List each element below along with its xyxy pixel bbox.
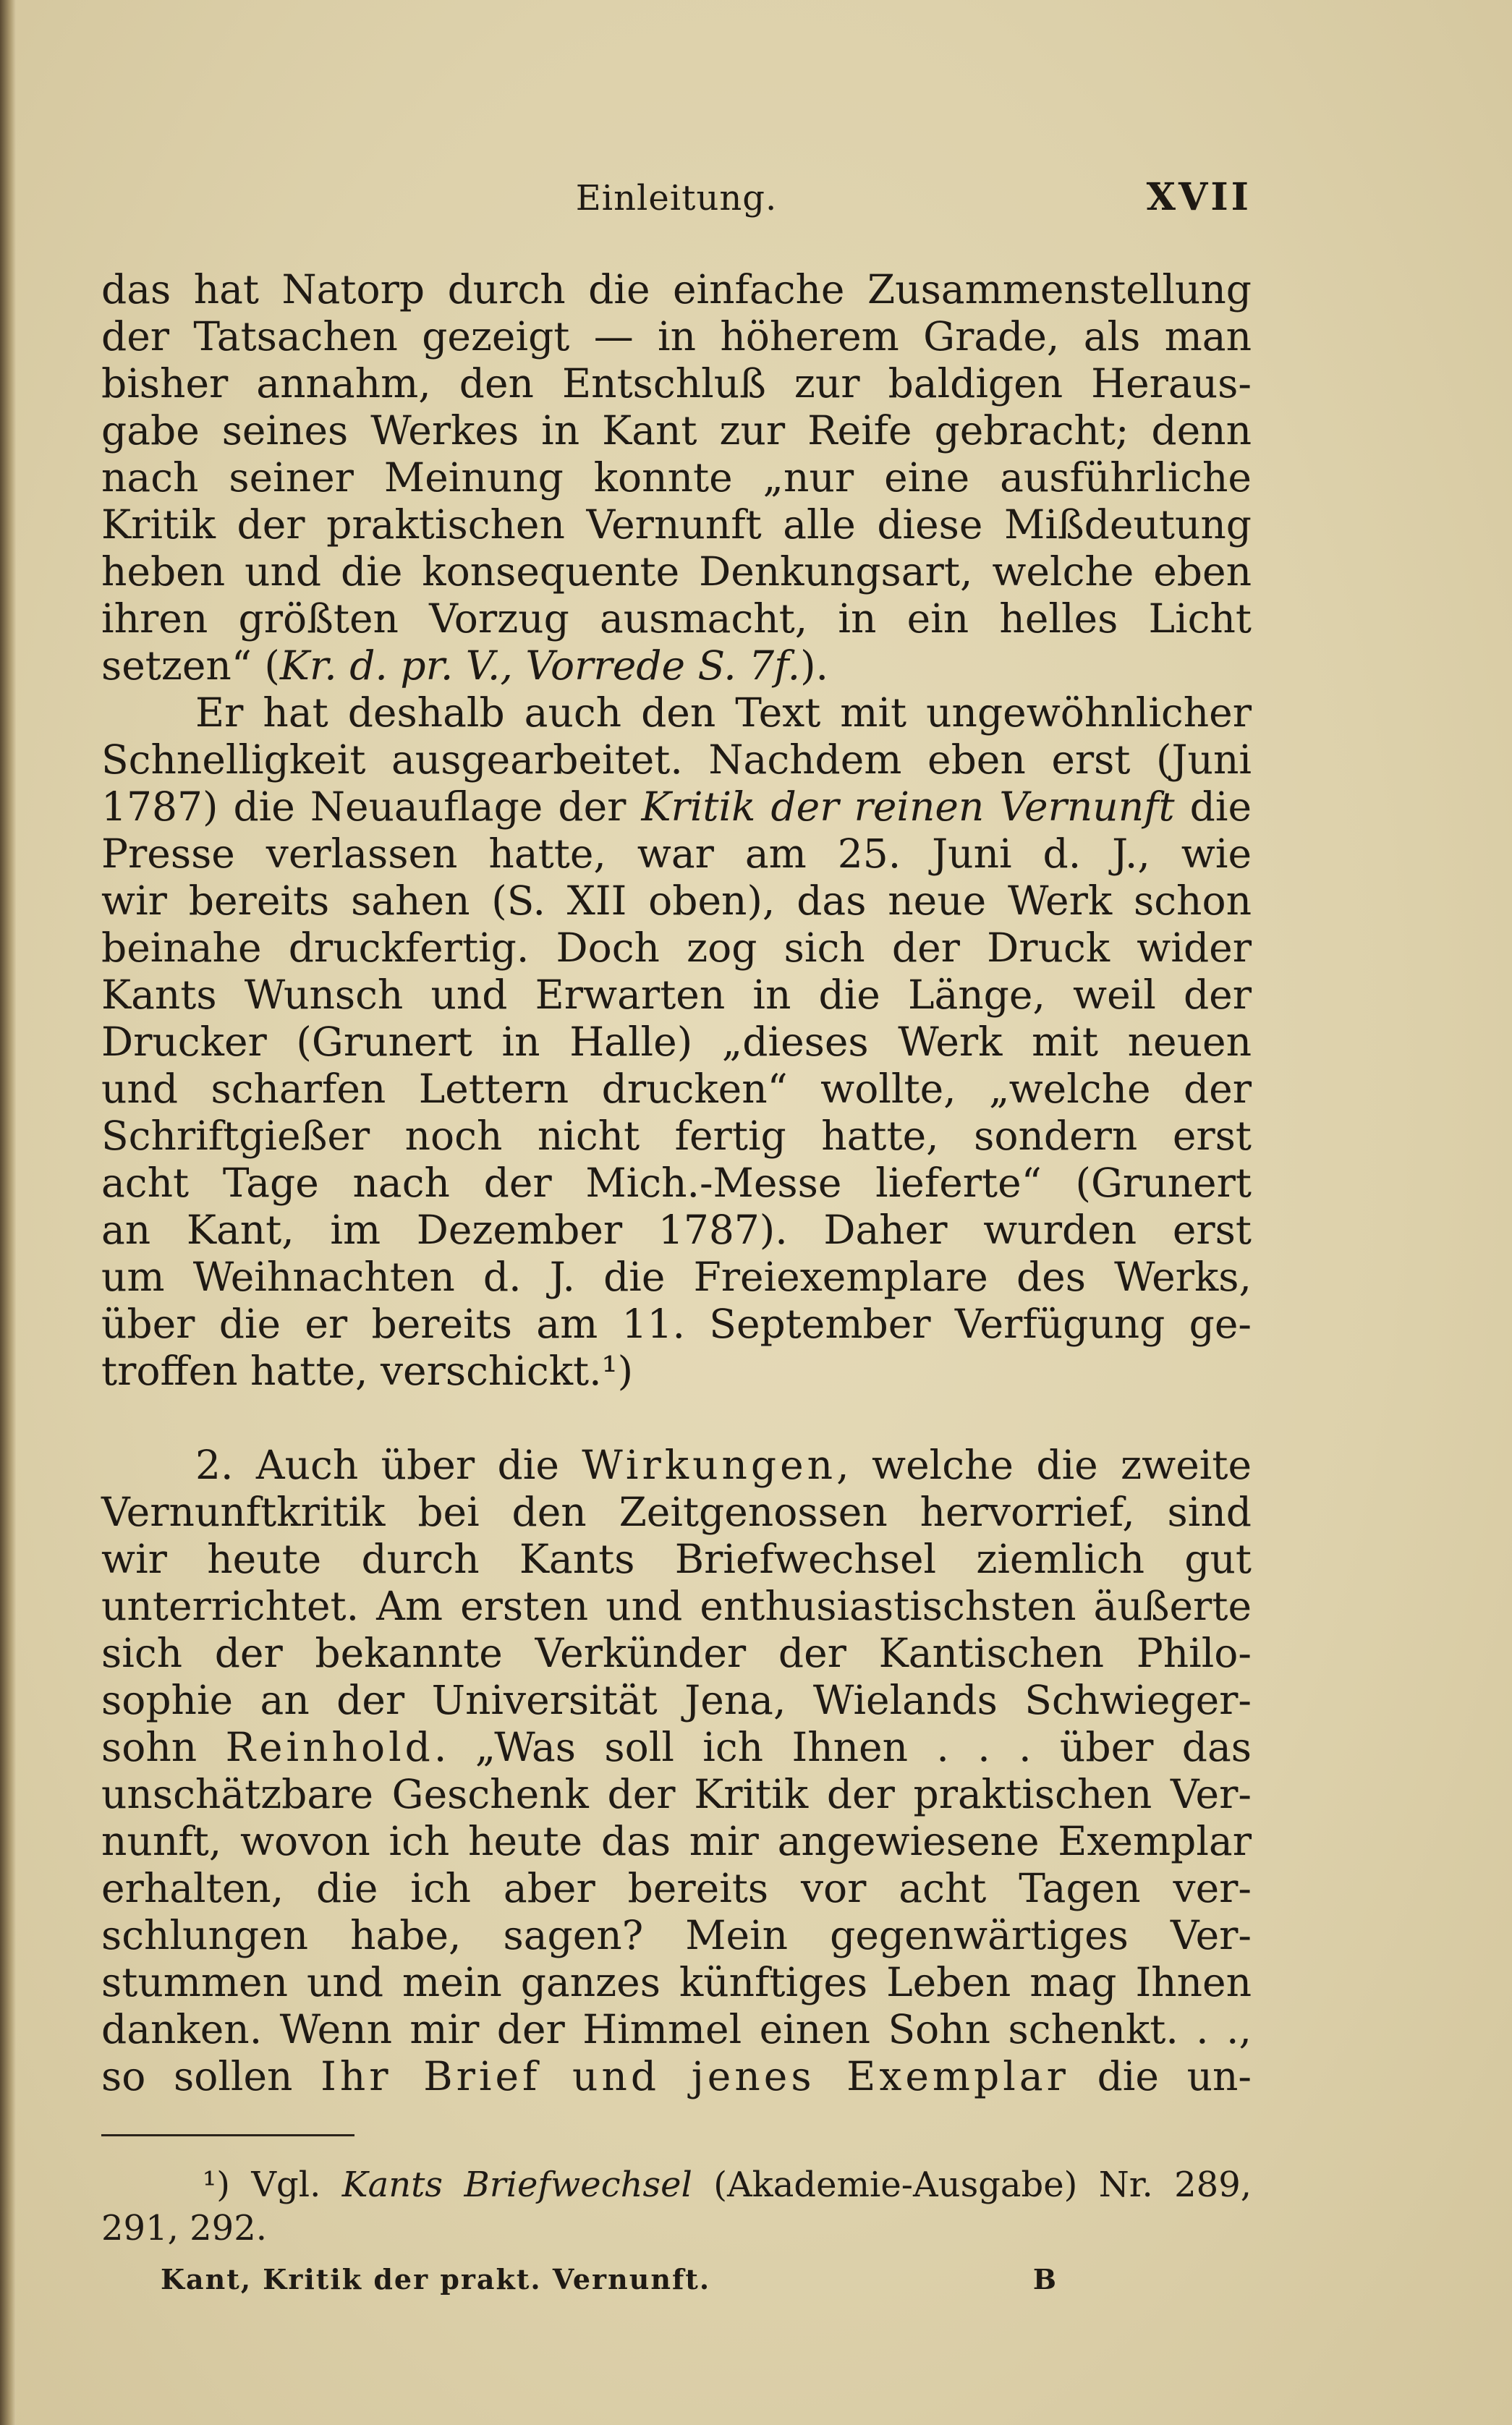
text-span: ). — [800, 642, 829, 689]
text-line: an Kant, im Dezember 1787). Daher wurden erst — [101, 1207, 1252, 1253]
text-span: sohn — [101, 1724, 226, 1770]
text-span: (Akademie-Ausgabe) Nr. 289, — [692, 2165, 1252, 2205]
text-line: Drucker (Grunert in Halle) „dieses Werk mit neuen — [101, 1019, 1252, 1065]
text-line: stummen und mein ganzes künftiges Leben mag Ihnen — [101, 1959, 1252, 2005]
text-line — [101, 1724, 1252, 1771]
text-line — [101, 642, 1252, 689]
text-span: die un- — [1069, 2053, 1252, 2099]
footnote-line: 291, 292. — [101, 2208, 268, 2248]
text-line: über die er bereits am 11. September Verfügung ge- — [101, 1301, 1252, 1347]
text-line: Kants Wunsch und Erwarten in die Länge, weil der — [101, 972, 1252, 1018]
printer-signature — [161, 2263, 1058, 2303]
text-line: Vernunftkritik bei den Zeitgenossen hervorrief, sind — [101, 1489, 1252, 1535]
footnote — [101, 2163, 1252, 2250]
text-line: ihren größten Vorzug ausmacht, in ein helles Licht — [101, 595, 1252, 642]
signature-mark: B — [1032, 2263, 1058, 2296]
page-number: XVII — [1146, 175, 1252, 219]
spaced-emphasis: Ihr Brief und jenes Exemplar — [320, 2053, 1069, 2099]
text-line: Kritik der praktischen Vernunft alle diese Mißdeutung — [101, 501, 1252, 548]
signature-text: Kant, Kritik der prakt. Vernunft. — [161, 2263, 711, 2296]
text-line: bisher annahm, den Entschluß zur baldigen Heraus- — [101, 360, 1252, 407]
text-line: nach seiner Meinung konnte „nur eine ausführliche — [101, 454, 1252, 501]
text-line: troffen hatte, verschickt.¹) — [101, 1348, 634, 1394]
title-italic: Kritik der reinen Vernunft — [641, 783, 1175, 830]
running-head — [101, 172, 1252, 223]
text-line: gabe seines Werkes in Kant zur Reife gebracht; denn — [101, 407, 1252, 454]
text-line: Er hat deshalb auch den Text mit ungewöhnlicher — [195, 689, 1252, 736]
text-line: wir bereits sahen (S. XII oben), das neue Werk schon — [101, 878, 1252, 924]
text-line: um Weihnachten d. J. die Freiexemplare des Werks, — [101, 1254, 1252, 1300]
text-span: 1787) die Neuauflage der — [101, 783, 642, 830]
footnote-rule — [101, 2134, 354, 2136]
body-text — [101, 266, 1252, 2100]
text-span: so sollen — [101, 2053, 321, 2099]
title-italic: Kants Briefwechsel — [341, 2165, 692, 2205]
text-line — [101, 783, 1252, 831]
text-span: ¹) Vgl. — [203, 2165, 342, 2205]
spaced-emphasis: Reinhold — [225, 1724, 434, 1770]
text-line: danken. Wenn mir der Himmel einen Sohn schenkt. . ., — [101, 2006, 1252, 2052]
text-line — [101, 1442, 1252, 1489]
running-head-title: Einleitung. — [575, 178, 778, 218]
text-line: und scharfen Lettern drucken“ wollte, „welche der — [101, 1066, 1252, 1112]
text-line: sich der bekannte Verkünder der Kantischen Philo- — [101, 1630, 1252, 1676]
paragraph-gap — [101, 1395, 1252, 1442]
text-span: . „Was soll ich Ihnen . . . über das — [433, 1724, 1252, 1770]
text-line: heben und die konsequente Denkungsart, welche eben — [101, 548, 1252, 595]
text-line: unschätzbare Geschenk der Kritik der praktischen Ver- — [101, 1771, 1252, 1817]
text-line: unterrichtet. Am ersten und enthusiastischsten äußerte — [101, 1583, 1252, 1629]
text-line: Schnelligkeit ausgearbeitet. Nachdem eben erst (Juni — [101, 736, 1252, 783]
text-line: das hat Natorp durch die einfache Zusammenstellung — [101, 266, 1252, 313]
text-span: die — [1174, 783, 1252, 830]
text-line: nunft, wovon ich heute das mir angewiesene Exemplar — [101, 1818, 1252, 1864]
text-line: Presse verlassen hatte, war am 25. Juni d. J., wie — [101, 831, 1252, 877]
text-line: der Tatsachen gezeigt — in höherem Grade, als man — [101, 313, 1252, 360]
text-line: erhalten, die ich aber bereits vor acht Tagen ver- — [101, 1865, 1252, 1911]
text-line — [101, 2053, 1252, 2100]
text-line: Schriftgießer noch nicht fertig hatte, sondern erst — [101, 1113, 1252, 1159]
text-line: acht Tage nach der Mich.-Messe lieferte“ (Grunert — [101, 1160, 1252, 1206]
footnote-line — [101, 2163, 1252, 2207]
text-line: wir heute durch Kants Briefwechsel ziemlich gut — [101, 1536, 1252, 1582]
text-line: schlungen habe, sagen? Mein gegenwärtiges Ver- — [101, 1912, 1252, 1958]
text-span: setzen“ ( — [101, 642, 280, 689]
citation-italic: Kr. d. pr. V., Vorrede S. 7f. — [279, 642, 801, 689]
text-span: , welche die zweite — [836, 1442, 1252, 1488]
text-line: sophie an der Universität Jena, Wielands Schwieger- — [101, 1677, 1252, 1723]
text-span: 2. Auch über die — [195, 1442, 582, 1488]
spaced-emphasis: Wirkungen — [582, 1442, 837, 1488]
page-binding-edge — [0, 0, 16, 2425]
text-line: beinahe druckfertig. Doch zog sich der Druck wider — [101, 925, 1252, 971]
